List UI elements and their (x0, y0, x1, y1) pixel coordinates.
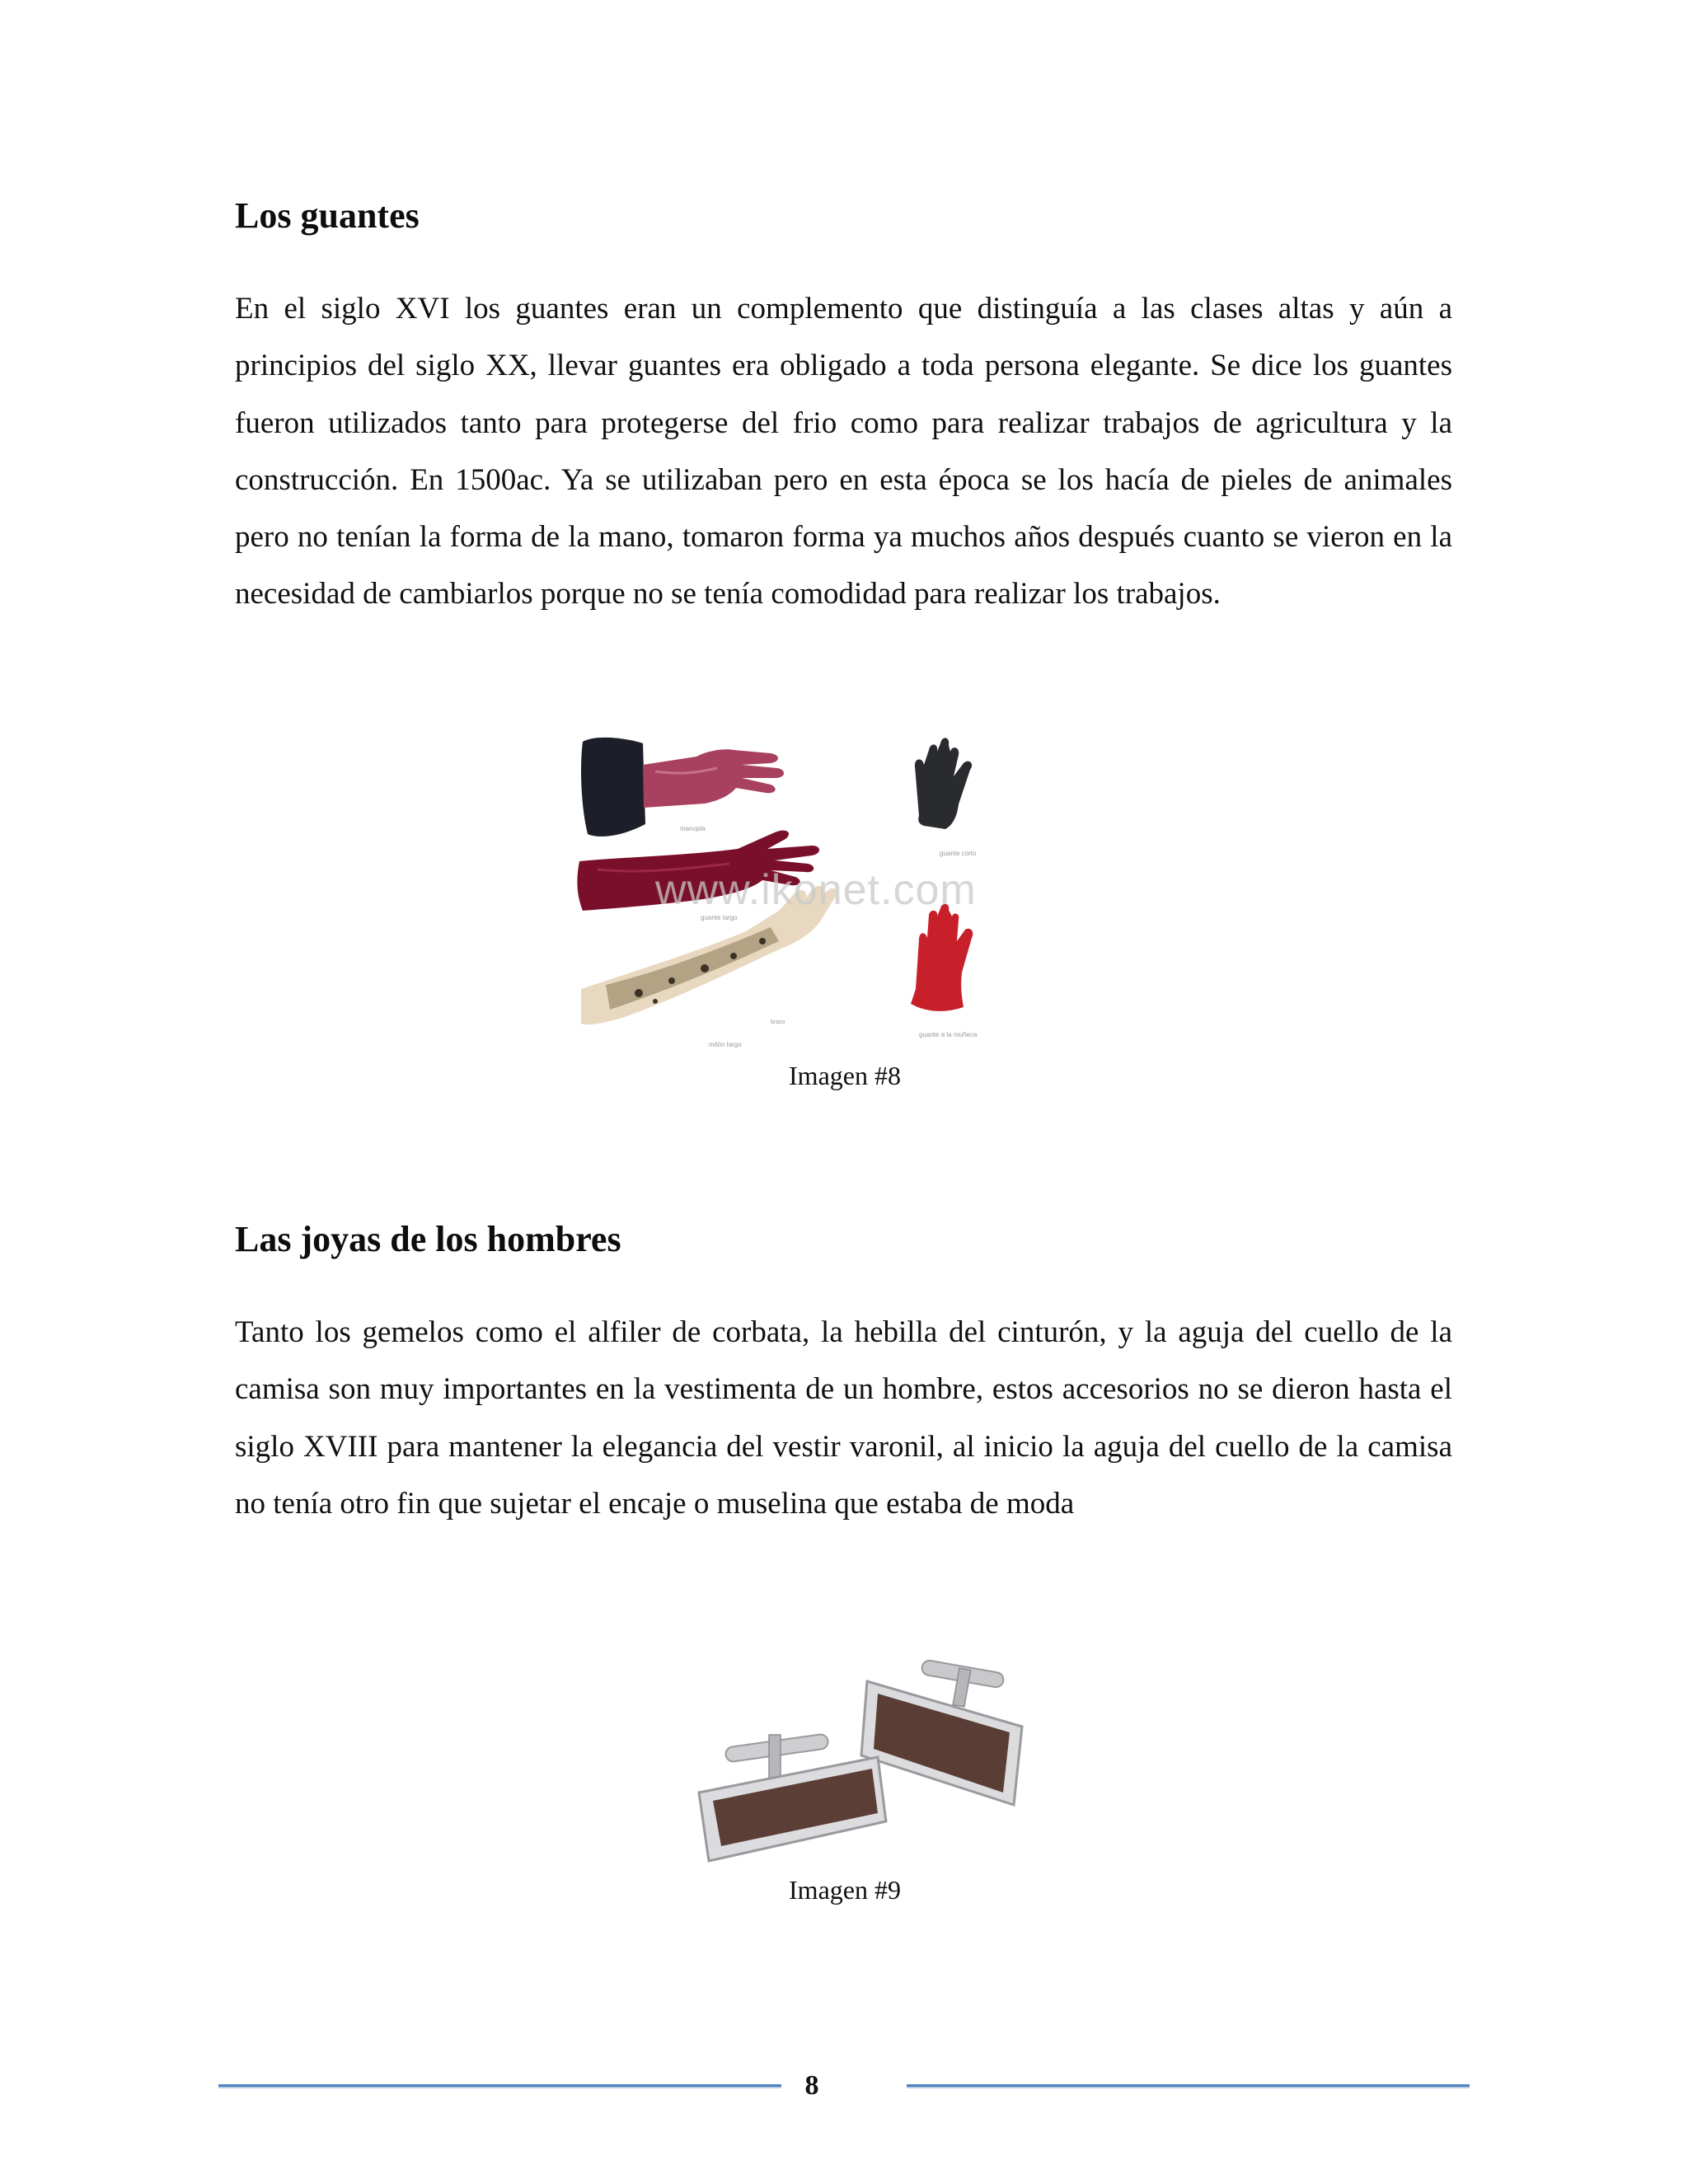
label-brazo: brazo (771, 1019, 785, 1025)
cufflinks-image (676, 1648, 1039, 1863)
label-manopla: manopla (680, 825, 706, 832)
image-watermark: www.ikonet.com (655, 866, 977, 914)
section-heading-gloves: Los guantes (235, 195, 420, 236)
label-miton-largo: mitón largo (709, 1041, 742, 1048)
label-guante-muneca: guante a la muñeca (919, 1031, 978, 1038)
paragraph-mens-jewelry: Tanto los gemelos como el alfiler de corbata, la hebilla del cinturón, y la aguja del cuello de la camisa son muy importantes en la vestimenta de un hombre, estos accesorios no se dieron hasta el siglo XVIII para mantener la elegancia del vestir varonil, al inicio la aguja del cuello de la camisa no tenía otro fin que sujetar el encaje o muselina que estaba de moda (235, 1315, 1452, 1521)
page-number: 8 (804, 2070, 819, 2101)
footer-rule-right (907, 2084, 1470, 2087)
gloves-image (573, 725, 1047, 1055)
label-guante-corto: guante corto (940, 850, 977, 857)
cufflinks-illustration (676, 1648, 1039, 1863)
guante-muneca-glove (911, 904, 973, 1011)
cufflink-front (699, 1733, 886, 1861)
figure-caption-8: Imagen #8 (789, 1061, 901, 1090)
label-guante-largo: guante largo (701, 914, 738, 921)
guante-corto-glove (915, 738, 972, 829)
footer-rule-left (218, 2084, 781, 2087)
section-heading-mens-jewelry: Las joyas de los hombres (235, 1219, 621, 1259)
manopla-glove (581, 738, 784, 837)
figure-caption-9: Imagen #9 (789, 1875, 901, 1905)
paragraph-gloves: En el siglo XVI los guantes eran un complemento que distinguía a las clases altas y aún a principios del siglo XX, llevar guantes era obligado a toda persona elegante. Se dice los guantes fueron utilizados tanto para protegerse del frio como para realizar trabajos de agricultura y la construcción. En 1500ac. Ya se utilizaban pero en esta época se los hacía de pieles de animales pero no tenían la forma de la mano, tomaron forma ya muchos años después cuanto se vieron en la necesidad de cambiarlos porque no se tenía comodidad para realizar los trabajos. (235, 292, 1452, 612)
cufflink-back (861, 1659, 1022, 1805)
